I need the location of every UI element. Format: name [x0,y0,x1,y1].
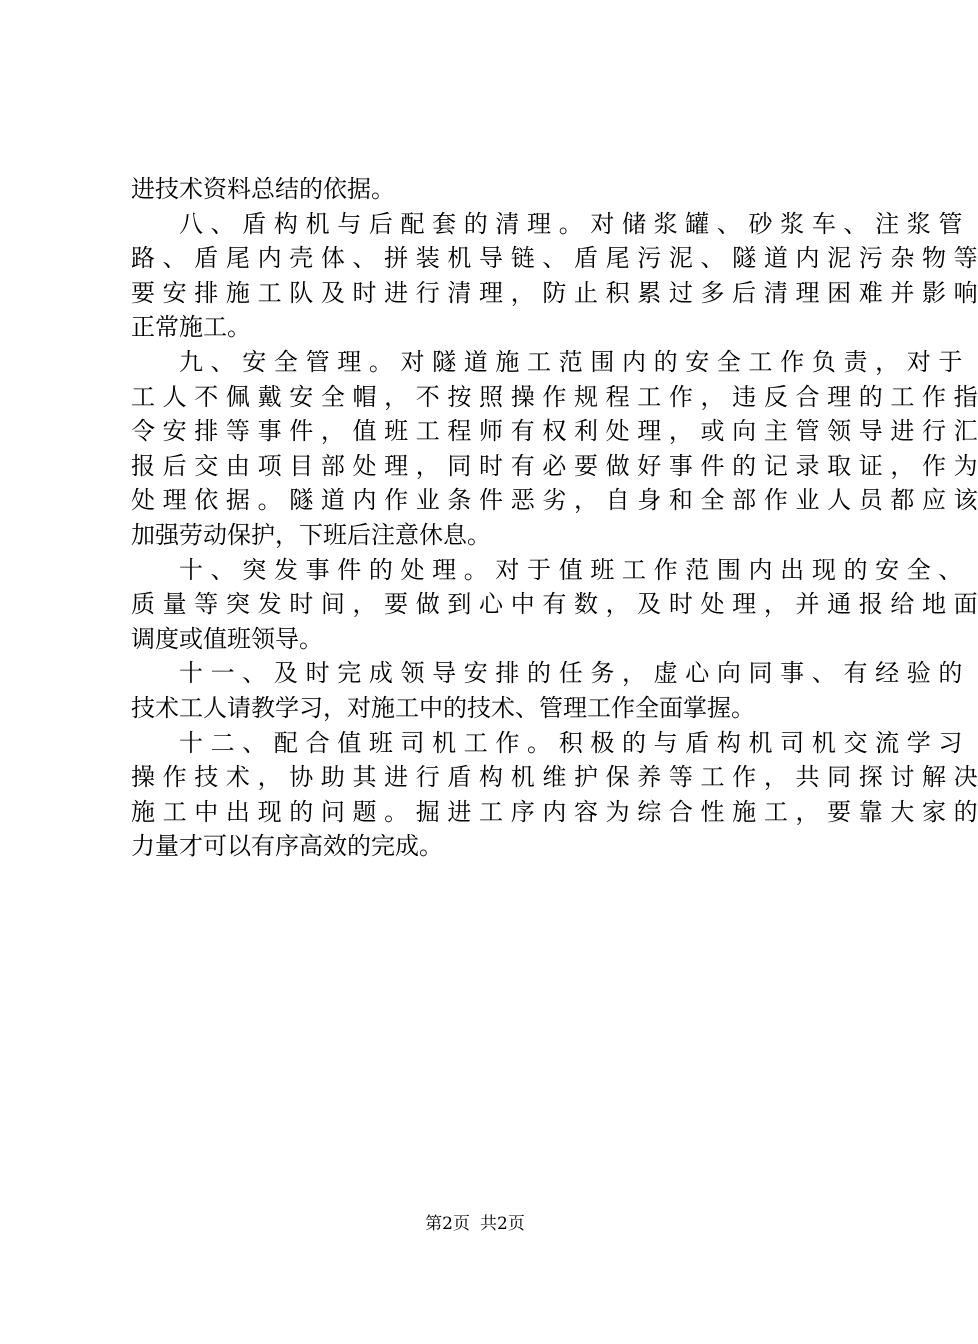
text-line: 十 、 突 发 事 件 的 处 理 。 对 于 值 班 工 作 范 围 内 出 现 的 安 全 、 [179,555,963,584]
text-line: 工 人 不 佩 戴 安 全 帽 ， 不 按 照 操 作 规 程 工 作 ， 违 反 合 理 的 工 作 指 [131,382,978,411]
text-line: 要 安 排 施 工 队 及 时 进 行 清 理 ， 防 止 积 累 过 多 后 清 理 困 难 并 影 响 [131,278,978,307]
text-line: 施 工 中 出 现 的 问 题 。 掘 进 工 序 内 容 为 综 合 性 施 工 ， 要 靠 大 家 的 [131,797,978,826]
text-line: 十 一 、 及 时 完 成 领 导 安 排 的 任 务 ， 虚 心 向 同 事 、 有 经 验 的 [179,659,963,688]
text-line: 报 后 交 由 项 目 部 处 理 ， 同 时 有 必 要 做 好 事 件 的 记 录 取 证 ， 作 为 [131,451,978,480]
text-line: 进技术资料总结的依据。 [131,175,395,203]
text-line: 质 量 等 突 发 时 间 ， 要 做 到 心 中 有 数 ， 及 时 处 理 ， 并 通 报 给 地 面 [131,590,978,619]
page-number: 第2页 [425,1214,470,1234]
text-line: 操 作 技 术 ， 协 助 其 进 行 盾 构 机 维 护 保 养 等 工 作 ， 共 同 探 讨 解 决 [131,763,978,792]
text-line: 路 、 盾 尾 内 壳 体 、 拼 装 机 导 链 、 盾 尾 污 泥 、 隧 道 内 泥 污 杂 物 等 [131,244,978,273]
text-line: 九 、 安 全 管 理 。 对 隧 道 施 工 范 围 内 的 安 全 工 作 负 责 ， 对 于 [179,347,963,376]
page-footer [0,1212,950,1236]
text-line: 技术工人请教学习，对施工中的技术、管理工作全面掌握。 [131,693,755,722]
text-line: 调度或值班领导。 [131,624,323,653]
text-line: 令 安 排 等 事 件 ， 值 班 工 程 师 有 权 利 处 理 ， 或 向 主 管 领 导 进 行 汇 [131,417,978,446]
document-body [131,172,978,864]
text-line: 正常施工。 [131,313,251,342]
page-total: 共2页 [480,1214,525,1234]
text-line: 处 理 依 据 。 隧 道 内 作 业 条 件 恶 劣 ， 自 身 和 全 部 作 业 人 员 都 应 该 [131,486,978,515]
text-line: 八 、 盾 构 机 与 后 配 套 的 清 理 。 对 储 浆 罐 、 砂 浆 车 、 注 浆 管 [179,209,963,238]
text-line: 加强劳动保护，下班后注意休息。 [131,520,491,549]
text-line: 十 二 、 配 合 值 班 司 机 工 作 。 积 极 的 与 盾 构 机 司 机 交 流 学 习 [179,728,963,757]
text-line: 力量才可以有序高效的完成。 [131,832,443,861]
